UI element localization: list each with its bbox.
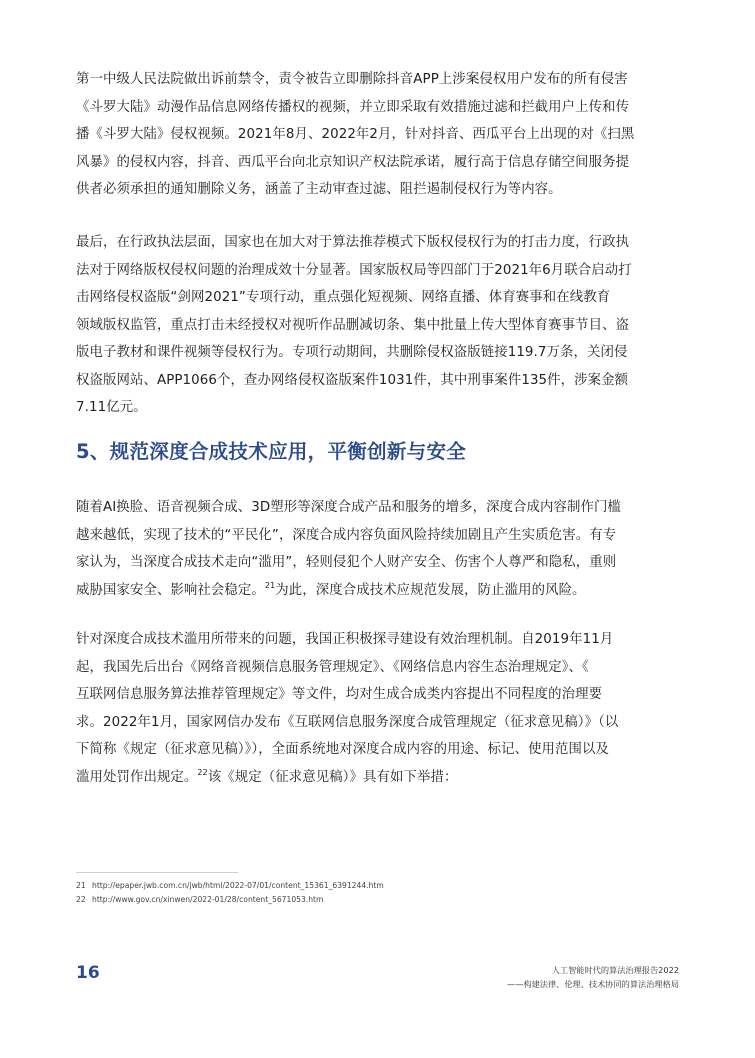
text-line: 下简称《规定（征求意见稿）》），全面系统地对深度合成内容的用途、标记、使用范围以及 xyxy=(76,742,610,757)
text-line: 随着AI换脸、语音视频合成、3D塑形等深度合成产品和服务的增多，深度合成内容制作门槛 xyxy=(76,500,621,515)
footnote-ref[interactable]: 22 xyxy=(197,767,208,777)
text-line: 《斗罗大陆》动漫作品信息网络传播权的视频，并立即采取有效措施过滤和拦截用户上传和传 xyxy=(76,99,630,115)
text-line xyxy=(76,577,682,605)
paragraph-deep-synthesis-risk xyxy=(76,494,682,604)
text-segment: 威胁国家安全、影响社会稳定。 xyxy=(76,582,265,598)
footnote-ref[interactable]: 21 xyxy=(264,580,276,590)
footnotes xyxy=(76,879,384,906)
paragraph-governance-mechanism xyxy=(76,626,682,791)
report-subtitle: ——构建法律、伦理、技术协同的算法治理格局 xyxy=(507,979,679,989)
text-line: 家认为，当深度合成技术走向“滥用”，轻则侵犯个人财产安全、伤害个人尊严和隐私，重则 xyxy=(76,555,617,570)
text-segment: 该《规定（征求意见稿）》具有如下举措： xyxy=(207,769,458,785)
footnote-item xyxy=(76,879,384,893)
running-footer xyxy=(507,963,679,991)
text-segment: 为此，深度合成技术应规范发展，防止滥用的风险。 xyxy=(275,582,586,598)
footnote-link[interactable]: http://www.gov.cn/xinwen/2022-01/28/content_5671053.htm xyxy=(92,894,324,904)
text-line: 领域版权监管，重点打击未经授权对视听作品删减切条、集中批量上传大型体育赛事节目、盗 xyxy=(76,317,630,333)
report-title: 人工智能时代的算法治理报告2022 xyxy=(551,965,679,975)
text-line: 针对深度合成技术滥用所带来的问题，我国正积极探寻建设有效治理机制。自2019年11月 xyxy=(76,632,614,647)
text-line: 最后，在行政执法层面，国家也在加大对于算法推荐模式下版权侵权行为的打击力度，行政执 xyxy=(76,235,630,250)
text-line: 第一中级人民法院做出诉前禁令，责令被告立即删除抖音APP上涉案侵权用户发布的所有侵害 xyxy=(76,72,628,87)
footnote-divider xyxy=(76,872,238,873)
footnote-number: 22 xyxy=(76,894,86,904)
text-line xyxy=(76,764,682,792)
paragraph-administrative-enforcement xyxy=(76,229,682,422)
text-line: 法对于网络版权侵权问题的治理成效十分显著。国家版权局等四部门于2021年6月联合启动打 xyxy=(76,262,632,278)
text-line: 版电子教材和课件视频等侵权行为。专项行动期间，共删除侵权盗版链接119.7万条，关闭侵 xyxy=(76,345,628,360)
section-heading: 5、规范深度合成技术应用，平衡创新与安全 xyxy=(76,440,467,463)
paragraph-court-injunction xyxy=(76,66,682,204)
text-line: 供者必须承担的通知删除义务，涵盖了主动审查过滤、阻拦遏制侵权行为等内容。 xyxy=(76,182,562,197)
footnote-item xyxy=(76,893,384,907)
text-line: 权盗版网站、APP1066个，查办网络侵权盗版案件1031件，其中刑事案件135件，涉案金额 xyxy=(76,372,629,388)
footnote-link[interactable]: http://epaper.jwb.com.cn/jwb/html/2022-07/01/content_15361_6391244.htm xyxy=(92,881,384,890)
text-line: 风暴》的侵权内容，抖音、西瓜平台向北京知识产权法院承诺，履行高于信息存储空间服务提 xyxy=(76,154,630,170)
text-line: 7.11亿元。 xyxy=(76,400,147,415)
text-line: 播《斗罗大陆》侵权视频。2021年8月、2022年2月，针对抖音、西瓜平台上出现的对《扫黑 xyxy=(76,127,635,142)
text-line: 互联网信息服务算法推荐管理规定》等文件，均对生成合成类内容提出不同程度的治理要 xyxy=(76,687,603,702)
text-line: 击网络侵权盗版“剑网2021”专项行动，重点强化短视频、网络直播、体育赛事和在线教育 xyxy=(76,290,611,305)
page-number: 16 xyxy=(76,963,100,983)
text-line: 起，我国先后出台《网络音视频信息服务管理规定》、《网络信息内容生态治理规定》、《 xyxy=(76,659,589,675)
text-line: 求。2022年1月，国家网信办发布《互联网信息服务深度合成管理规定（征求意见稿）》（以 xyxy=(76,714,619,730)
text-segment: 滥用处罚作出规定。 xyxy=(76,769,198,785)
footnote-number: 21 xyxy=(76,881,86,890)
text-line: 越来越低，实现了技术的“平民化”，深度合成内容负面风险持续加剧且产生实质危害。有专 xyxy=(76,527,617,543)
